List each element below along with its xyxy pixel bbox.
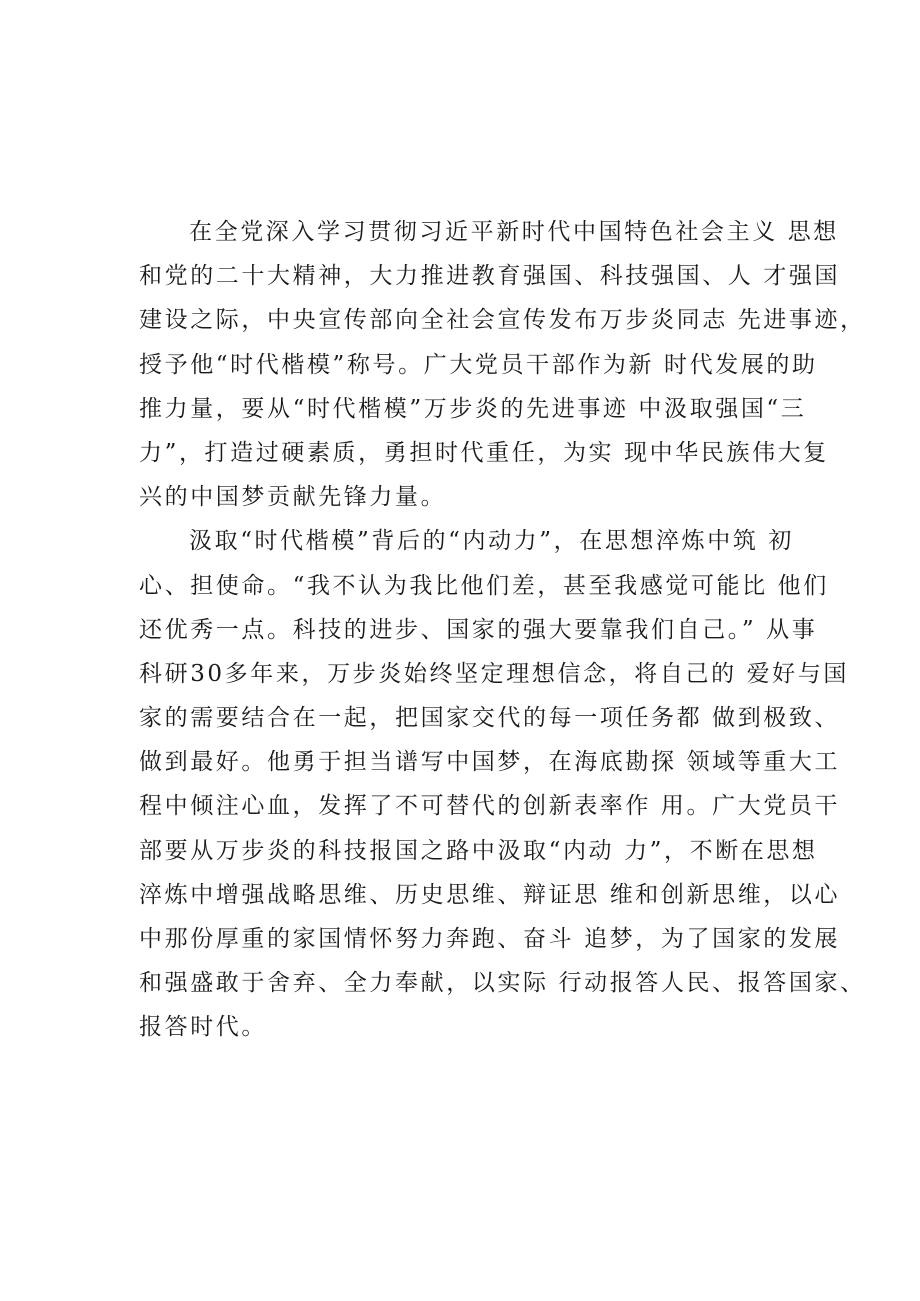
text-line: 部要从万步炎的科技报国之路中汲取“内动 力”，不断在思想 [139, 837, 818, 864]
text-line: 报答时代。 [139, 1014, 267, 1041]
text-line: 推力量，要从“时代楷模”万步炎的先进事迹 中汲取强国“三 [139, 395, 807, 422]
body-text [139, 210, 866, 1050]
text-line: 心、担使命。“我不认为我比他们差，甚至我感觉可能比 他们 [139, 572, 829, 599]
text-line: 授予他“时代楷模”称号。广大党员干部作为新 时代发展的助 [139, 351, 818, 378]
text-line: 汲取“时代楷模”背后的“内动力”，在思想淬炼中筑 初 [189, 528, 794, 555]
text-line: 和党的二十大精神，大力推进教育强国、科技强国、人 才强国 [139, 263, 841, 290]
text-line: 淬炼中增强战略思维、历史思维、辩证思 维和创新思维，以心 [139, 881, 841, 908]
paragraph-1 [139, 210, 866, 519]
text-line: 力”，打造过硬素质，勇担时代重任，为实 现中华民族伟大复 [139, 439, 829, 466]
text-line: 家的需要结合在一起，把国家交代的每一项任务都 做到极致、 [139, 705, 841, 732]
text-line: 和强盛敢于舍弃、全力奉献，以实际 行动报答人民、报答国家、 [139, 970, 866, 997]
text-line: 程中倾注心血，发挥了不可替代的创新表率作 用。广大党员干 [139, 793, 841, 820]
text-line: 兴的中国梦贡献先锋力量。 [139, 484, 447, 511]
text-line: 中那份厚重的家国情怀努力奔跑、奋斗 追梦，为了国家的发展 [139, 926, 841, 952]
text-line: 还优秀一点。科技的进步、国家的强大要靠我们自己。” 从事 [139, 616, 818, 643]
text-line: 科研30多年来，万步炎始终坚定理想信念，将自己的 爱好与国 [139, 660, 849, 687]
text-line: 做到最好。他勇于担当谱写中国梦，在海底勘探 领域等重大工 [139, 749, 841, 776]
paragraph-2 [139, 519, 866, 1049]
text-line: 在全党深入学习贯彻习近平新时代中国特色社会主义 思想 [189, 219, 839, 245]
text-line: 建设之际，中央宣传部向全社会宣传发布万步炎同志 先进事迹， [139, 307, 866, 334]
